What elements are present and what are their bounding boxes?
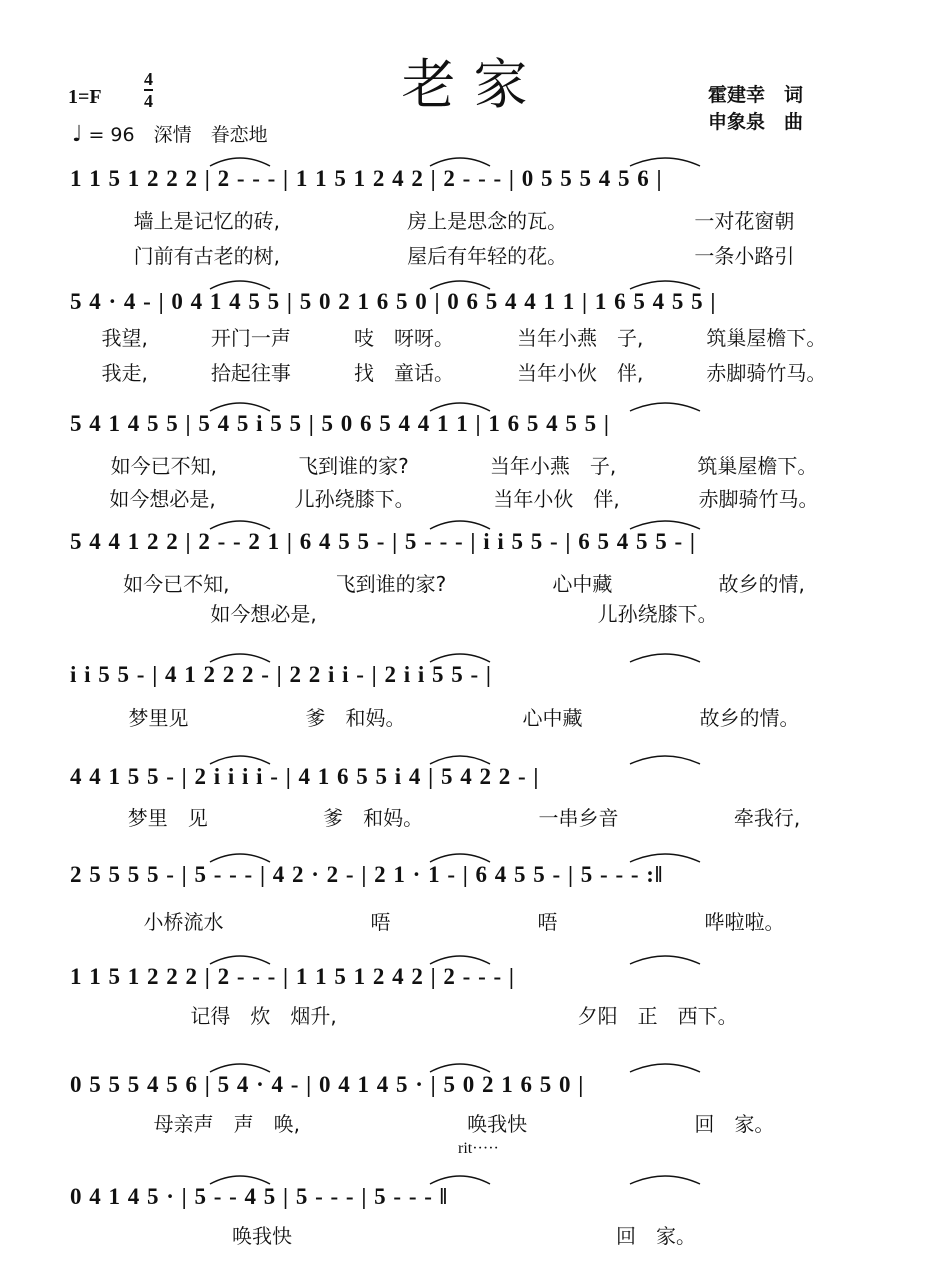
slur-0 — [210, 158, 270, 166]
lyric-segment: 唔 — [537, 910, 558, 934]
tempo-marking — [72, 120, 268, 147]
slur-0 — [210, 756, 270, 764]
slur-marks — [70, 746, 858, 766]
slur-1 — [430, 521, 490, 529]
lyric-line — [70, 1000, 858, 1029]
slur-0 — [210, 1176, 270, 1184]
key-signature: 1=F — [68, 86, 102, 108]
slur-1 — [430, 654, 490, 662]
notation-line: 0 4 1 4 5 · | 5 - - 4 5 | 5 - - - | 5 - - - ‖ — [70, 1184, 449, 1209]
lyric-segment: 赤脚骑竹马。 — [698, 487, 819, 511]
notation-line: 4 4 1 5 5 - | 2 i i i i - | 4 1 6 5 5 i 4 | 5 4 2 2 - | — [70, 764, 540, 789]
lyric-segment: 当年小伙 伴, — [517, 361, 644, 385]
lyric-line — [70, 568, 858, 597]
slur-1 — [430, 956, 490, 964]
time-signature — [144, 70, 153, 110]
time-sig-top: 4 — [144, 69, 153, 89]
lyric-segment: 我走, — [101, 361, 148, 385]
lyric-segment: 门前有古老的树, — [133, 244, 280, 268]
lyric-segment: 如今想必是, — [109, 487, 216, 511]
lyric-line — [70, 322, 858, 351]
lyric-segment: 屋后有年轻的花。 — [407, 244, 568, 268]
lyric-segment: 飞到谁的家? — [335, 572, 447, 596]
slur-2 — [630, 854, 700, 862]
slur-2 — [630, 403, 700, 411]
lyric-line — [70, 450, 858, 479]
lyric-line — [70, 1220, 858, 1249]
slur-2 — [630, 521, 700, 529]
lyric-segment: 心中藏 — [552, 572, 613, 596]
slur-0 — [210, 854, 270, 862]
slur-0 — [210, 654, 270, 662]
lyric-segment: 心中藏 — [522, 706, 583, 730]
staff-row — [70, 960, 858, 1004]
lyric-segment: 如今想必是, — [210, 602, 317, 626]
lyric-segment: 梦里见 — [128, 706, 189, 730]
time-sig-bottom: 4 — [144, 91, 153, 111]
lyric-segment: 一条小路引 — [694, 244, 795, 268]
lyric-line — [70, 702, 858, 731]
lyric-segment: 当年小燕 子, — [517, 326, 644, 350]
notation-line: 5 4 1 4 5 5 | 5 4 5 i 5 5 | 5 0 6 5 4 4 1 1 | 1 6 5 4 5 5 | — [70, 411, 610, 436]
notation-line: 1 1 5 1 2 2 2 | 2 - - - | 1 1 5 1 2 4 2 | 2 - - - | — [70, 964, 515, 989]
notation-line: 1 1 5 1 2 2 2 | 2 - - - | 1 1 5 1 2 4 2 | 2 - - - | 0 5 5 5 4 5 6 | — [70, 166, 663, 191]
lyric-line — [70, 240, 858, 269]
slur-2 — [630, 1176, 700, 1184]
slur-1 — [430, 281, 490, 289]
lyric-segment: 开门一声 — [210, 326, 291, 350]
lyric-segment: 飞到谁的家? — [298, 454, 409, 478]
lyric-segment: 爹 和妈。 — [323, 806, 424, 830]
lyric-line — [70, 598, 858, 627]
notation-line: 5 4 4 1 2 2 | 2 - - 2 1 | 6 4 5 5 - | 5 - - - | i i 5 5 - | 6 5 4 5 5 - | — [70, 529, 696, 554]
quarter-note-icon: ♩ — [72, 122, 83, 147]
lyric-segment: 故乡的情。 — [699, 706, 800, 730]
slur-2 — [630, 281, 700, 289]
staff-row — [70, 407, 858, 451]
lyric-segment: 回 家。 — [694, 1112, 775, 1136]
slur-marks — [70, 271, 858, 291]
ritardando-marking: rit····· — [458, 1140, 499, 1157]
slur-1 — [430, 756, 490, 764]
lyric-segment: 房上是思念的瓦。 — [407, 209, 568, 233]
song-title: 老家 — [401, 53, 546, 116]
lyric-segment: 一串乡音 — [538, 806, 619, 830]
lyric-line — [70, 357, 858, 386]
lyric-line — [70, 483, 858, 512]
slur-0 — [210, 403, 270, 411]
lyric-segment: 当年小燕 子, — [489, 454, 617, 478]
lyric-segment: 记得 炊 烟升, — [190, 1004, 337, 1028]
slur-1 — [430, 1176, 490, 1184]
slur-marks — [70, 844, 858, 864]
slur-2 — [630, 158, 700, 166]
staff-row — [70, 760, 858, 804]
staff-row — [70, 1068, 858, 1112]
lyric-segment: 哗啦啦。 — [704, 910, 785, 934]
slur-0 — [210, 1064, 270, 1072]
slur-0 — [210, 281, 270, 289]
lyric-segment: 儿孙绕膝下。 — [597, 602, 718, 626]
lyric-segment: 唤我快 — [232, 1224, 292, 1248]
staff-row — [70, 658, 858, 702]
lyric-segment: 牵我行, — [733, 806, 801, 830]
lyric-segment: 如今已不知, — [110, 454, 217, 478]
lyric-segment: 故乡的情, — [718, 572, 805, 596]
notation-line: i i 5 5 - | 4 1 2 2 2 - | 2 2 i i - | 2 i i 5 5 - | — [70, 662, 492, 687]
staff-row — [70, 162, 858, 206]
slur-1 — [430, 158, 490, 166]
lyric-segment: 当年小伙 伴, — [493, 487, 620, 511]
lyric-segment: 小桥流水 — [143, 910, 224, 934]
slur-marks — [70, 511, 858, 531]
lyric-segment: 赤脚骑竹马。 — [706, 361, 827, 385]
lyric-segment: 唤我快 — [467, 1112, 528, 1136]
lyric-segment: 筑巢屋檐下。 — [697, 454, 818, 478]
notation-line: 5 4 · 4 - | 0 4 1 4 5 5 | 5 0 2 1 6 5 0 | 0 6 5 4 4 1 1 | 1 6 5 4 5 5 | — [70, 289, 717, 314]
lyric-line — [70, 205, 858, 234]
lyric-segment: 拾起往事 — [210, 361, 291, 385]
lyricist-credit: 霍建幸 词 — [708, 84, 804, 106]
slur-marks — [70, 644, 858, 664]
lyric-segment: 回 家。 — [616, 1224, 696, 1248]
notation-line: 0 5 5 5 4 5 6 | 5 4 · 4 - | 0 4 1 4 5 · | 5 0 2 1 6 5 0 | — [70, 1072, 585, 1097]
lyric-segment: 我望, — [101, 326, 148, 350]
slur-marks — [70, 946, 858, 966]
lyric-segment: 筑巢屋檐下。 — [706, 326, 827, 350]
lyric-segment: 唔 — [370, 910, 391, 934]
lyric-segment: 吱 呀呀。 — [353, 326, 454, 350]
slur-2 — [630, 956, 700, 964]
lyric-segment: 一对花窗朝 — [694, 209, 795, 233]
staff-row — [70, 525, 858, 569]
lyric-segment: 儿孙绕膝下。 — [294, 487, 415, 511]
composer-credit: 申象泉 曲 — [708, 111, 804, 133]
staff-row — [70, 1180, 858, 1224]
slur-1 — [430, 854, 490, 862]
lyric-segment: 如今已不知, — [123, 572, 230, 596]
lyric-segment: 梦里 见 — [127, 806, 208, 830]
lyric-line — [70, 1108, 858, 1137]
slur-2 — [630, 1064, 700, 1072]
slur-marks — [70, 148, 858, 168]
lyric-segment: 墙上是记忆的砖, — [133, 209, 280, 233]
slur-2 — [630, 654, 700, 662]
slur-1 — [430, 403, 490, 411]
slur-marks — [70, 1166, 858, 1186]
slur-marks — [70, 393, 858, 413]
notation-line: 2 5 5 5 5 - | 5 - - - | 4 2 · 2 - | 2 1 · 1 - | 6 4 5 5 - | 5 - - - :‖ — [70, 862, 664, 887]
slur-1 — [430, 1064, 490, 1072]
slur-marks — [70, 1054, 858, 1074]
lyric-line — [70, 906, 858, 935]
lyric-segment: 爹 和妈。 — [305, 706, 406, 730]
lyric-segment: 夕阳 正 西下。 — [577, 1004, 738, 1028]
lyric-segment: 找 童话。 — [353, 361, 454, 385]
slur-0 — [210, 956, 270, 964]
slur-0 — [210, 521, 270, 529]
lyric-line — [70, 802, 858, 831]
lyric-segment: 母亲声 声 唤, — [153, 1112, 300, 1136]
slur-2 — [630, 756, 700, 764]
staff-row — [70, 858, 858, 902]
tempo-text: = 96 深情 眷恋地 — [88, 124, 268, 146]
